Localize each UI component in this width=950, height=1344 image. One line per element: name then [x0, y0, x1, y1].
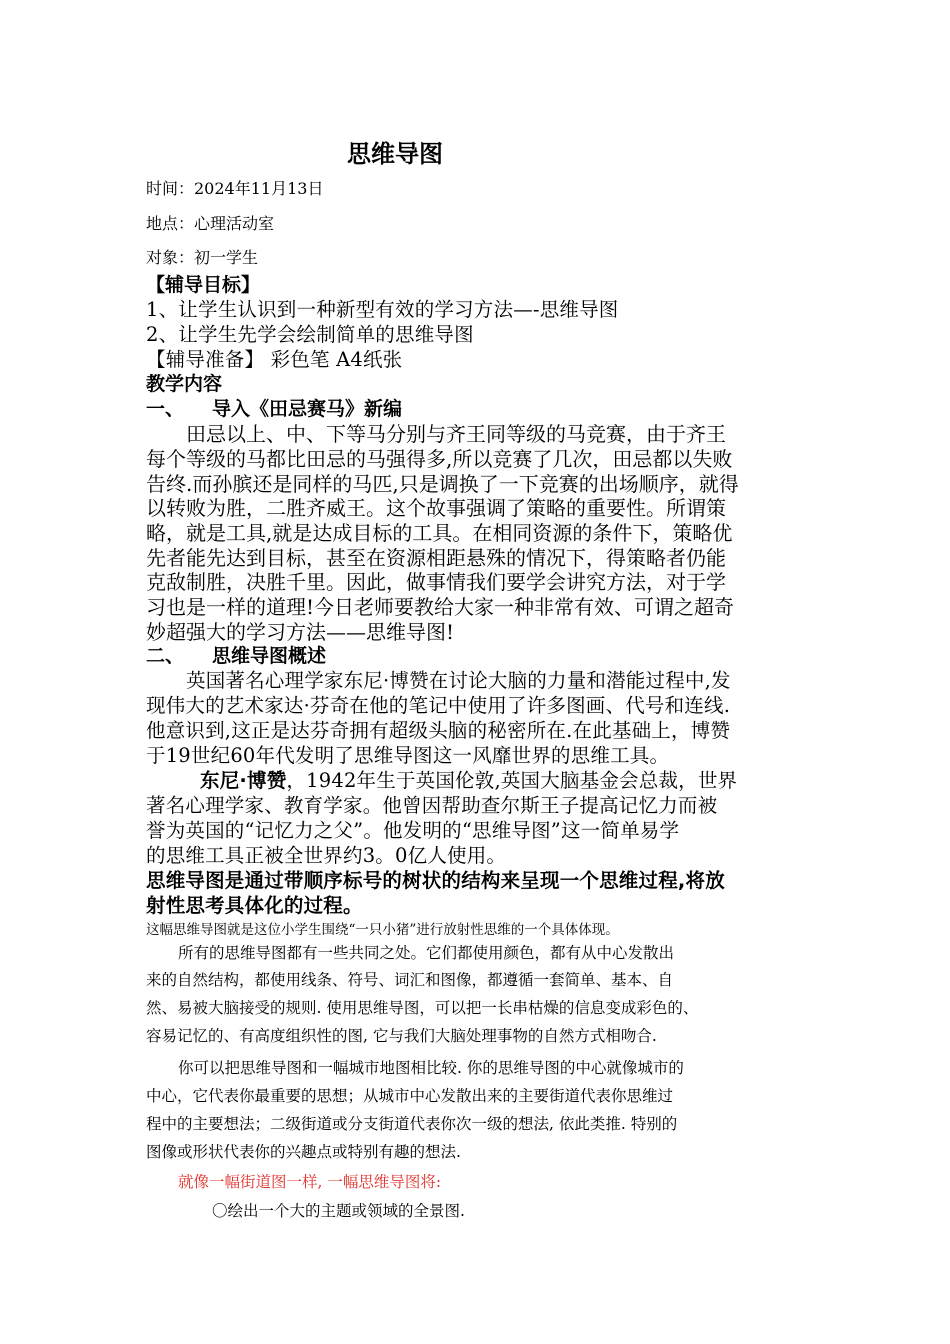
section2-para2-first-line: [200, 765, 737, 793]
bullet-item: 〇绘出一个大的主题或领域的全景图.: [212, 1202, 465, 1220]
section2-para3-line: 然、易被大脑接受的规则. 使用思维导图，可以把一长串枯燥的信息变成彩色的、: [146, 999, 699, 1017]
section1-line: 克敌制胜，决胜千里。因此，做事情我们要学会讲究方法，对于学: [146, 570, 726, 594]
section1-line: 田忌以上、中、下等马分别与齐王同等级的马竞赛，由于齐王: [186, 422, 726, 446]
section2-heading: 思维导图概述: [212, 645, 327, 667]
section1-line: 略，就是工具,就是达成目标的工具。在相同资源的条件下，策略优: [146, 521, 733, 545]
section1-line: 习也是一样的道理!今日老师要教给大家一种非常有效、可谓之超奇: [146, 595, 735, 619]
section1-line: 妙超强大的学习方法——思维导图!: [146, 620, 455, 644]
goal-item-1: 1、让学生认识到一种新型有效的学习方法—-思维导图: [146, 298, 619, 321]
figure-caption: 这幅思维导图就是这位小学生围绕“一只小猪”进行放射性思维的一个具体体现。: [146, 922, 619, 938]
definition-line: 射性思考具体化的过程。: [146, 894, 363, 917]
section1-line: 每个等级的马都比田忌的马强得多,所以竞赛了几次，田忌都以失败: [146, 447, 733, 471]
section2-para4-line: 图像或形状代表你的兴趣点或特别有趣的想法.: [146, 1143, 461, 1161]
section2-para4-line: 中心，它代表你最重要的思想；从城市中心发散出来的主要街道代表你思维过: [146, 1087, 674, 1105]
person-intro: ，1942年生于英国伦敦,英国大脑基金会总裁，世界: [286, 769, 738, 792]
section2-para1-line: 现伟大的艺术家达·芬奇在他的笔记中使用了许多图画、代号和连线.: [146, 694, 731, 717]
section2-para2-line: 的思维工具正被全世界约3。0亿人使用。: [146, 844, 507, 867]
meta-place: 地点：心理活动室: [146, 214, 275, 233]
prep-line: 【辅导准备】 彩色笔 A4纸张: [146, 348, 403, 371]
section2-para3-line: 所有的思维导图都有一些共同之处。它们都使用颜色，都有从中心发散出: [178, 944, 675, 962]
person-name: 东尼·博赞: [200, 769, 287, 792]
section2-para4-line: 程中的主要想法；二级街道或分支街道代表你次一级的想法, 依此类推. 特别的: [146, 1115, 678, 1133]
meta-time: 时间：2024年11月13日: [146, 179, 324, 198]
goals-heading: 【辅导目标】: [146, 274, 261, 296]
meta-target: 对象：初一学生: [146, 248, 259, 267]
highlight-line: 就像一幅街道图一样, 一幅思维导图将:: [178, 1173, 442, 1191]
content-heading: 教学内容: [146, 373, 223, 395]
goal-item-2: 2、让学生先学会绘制简单的思维导图: [146, 323, 474, 346]
definition-line: 思维导图是通过带顺序标号的树状的结构来呈现一个思维过程,将放: [146, 869, 725, 892]
section2-para1-line: 他意识到,这正是达芬奇拥有超级头脑的秘密所在.在此基础上，博赞: [146, 719, 731, 742]
section1-line: 告终.而孙膑还是同样的马匹,只是调换了一下竞赛的出场顺序，就得: [146, 472, 739, 496]
section1-heading: 导入《田忌赛马》新编: [212, 398, 403, 420]
section1-line: 以转败为胜，二胜齐威王。这个故事强调了策略的重要性。所谓策: [146, 496, 726, 520]
section2-para1-line: 英国著名心理学家东尼·博赞在讨论大脑的力量和潜能过程中,发: [186, 669, 731, 692]
section2-para2-line: 誉为英国的“记忆力之父”。他发明的“思维导图”这一简单易学: [146, 819, 680, 842]
section2-para1-line: 于19世纪60年代发明了思维导图这一风靡世界的思维工具。: [146, 744, 670, 767]
section1-number: 一、: [146, 398, 185, 420]
section2-para2-line: 著名心理学家、教育学家。他曾因帮助查尔斯王子提高记忆力而被: [146, 794, 718, 817]
page-title: 思维导图: [347, 140, 443, 168]
section2-number: 二、: [146, 645, 185, 667]
section2-para3-line: 来的自然结构，都使用线条、符号、词汇和图像，都遵循一套简单、基本、自: [146, 971, 674, 989]
section2-para4-line: 你可以把思维导图和一幅城市地图相比较. 你的思维导图的中心就像城市的: [178, 1059, 684, 1077]
section1-line: 先者能先达到目标，甚至在资源相距悬殊的情况下，得策略者仍能: [146, 546, 726, 570]
section2-para3-line: 容易记忆的、有高度组织性的图, 它与我们大脑处理事物的自然方式相吻合.: [146, 1027, 657, 1045]
